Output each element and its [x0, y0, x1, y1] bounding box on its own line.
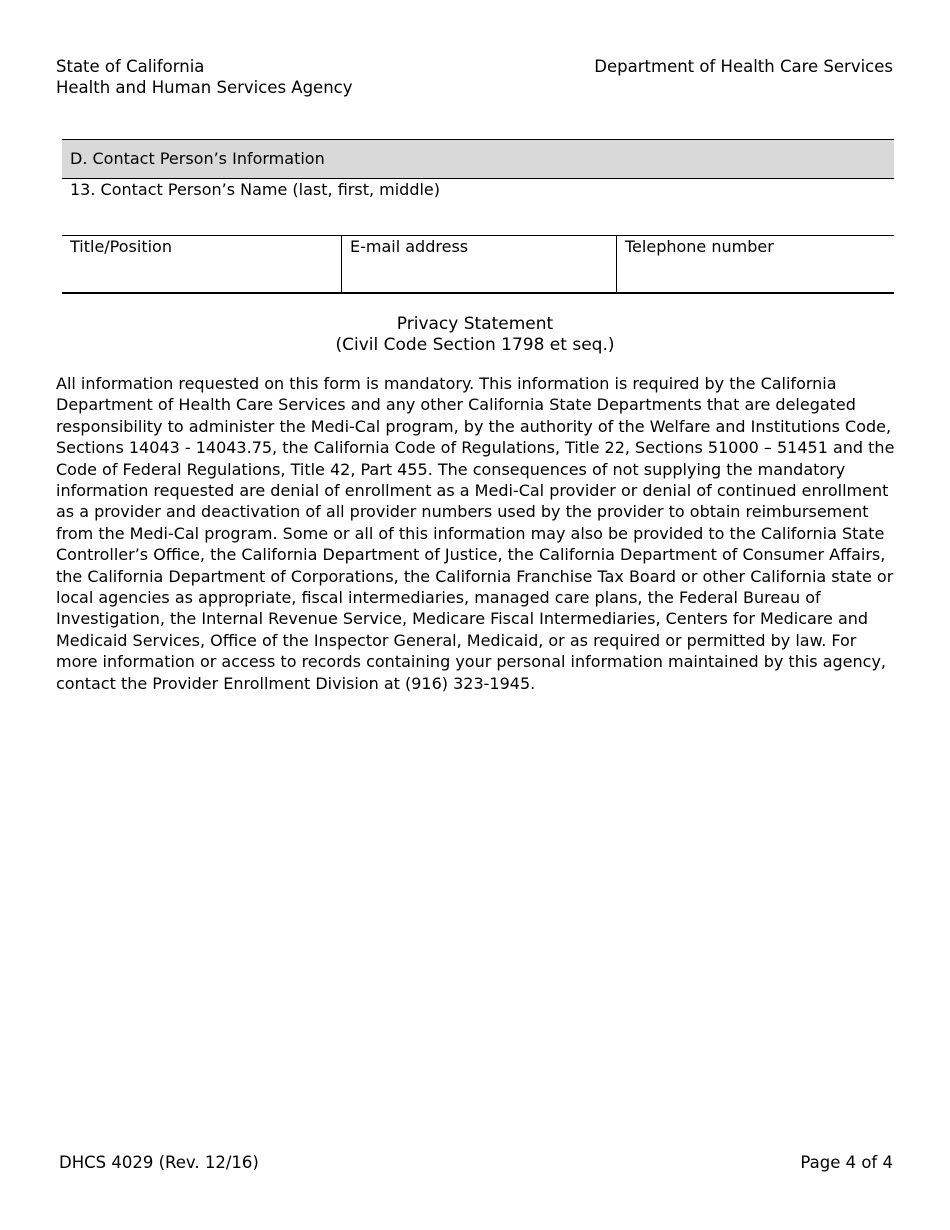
form-id: DHCS 4029 (Rev. 12/16) — [59, 1153, 259, 1172]
privacy-subtitle: (Civil Code Section 1798 et seq.) — [335, 335, 615, 355]
contact-person-section — [62, 139, 894, 294]
header-agency-name: Health and Human Services Agency — [56, 78, 353, 97]
page-number: Page 4 of 4 — [800, 1153, 893, 1172]
privacy-heading — [0, 314, 950, 356]
contact-name-field[interactable] — [62, 179, 894, 236]
header-agency — [56, 56, 353, 98]
contact-name-label: 13. Contact Person’s Name (last, first, middle) — [70, 180, 441, 199]
title-position-label: Title/Position — [70, 237, 172, 256]
contact-details-row — [62, 236, 894, 294]
privacy-statement-body: All information requested on this form is mandatory. This information is required by the California Department of Health Care Services and any other California State Departments that are delegated responsibility to administer the Medi-Cal program, by the authority of the Welfare and Institutions Code, Sections 14043 - 14043.75, the California Code of Regulations, Title 22, Sections 51000 – 51451 and the Code of Federal Regulations, Title 42, Part 455. The consequences of not supplying the mandatory information requested are denial of enrollment as a Medi-Cal provider or denial of continued enrollment as a provider and deactivation of all provider numbers used by the provider to obtain reimbursement from the Medi-Cal program. Some or all of this information may also be provided to the California State Controller’s Office, the California Department of Justice, the California Department of Consumer Affairs, the California Department of Corporations, the California Franchise Tax Board or other California state or local agencies as appropriate, fiscal intermediaries, managed care plans, the Federal Bureau of Investigation, the Internal Revenue Service, Medicare Fiscal Intermediaries, Centers for Medicare and Medicaid Services, Office of the Inspector General, Medicaid, or as required or permitted by law. For more information or access to records containing your personal information maintained by this agency, contact the Provider Enrollment Division at (916) 323-1945. — [56, 374, 895, 693]
header-department: Department of Health Care Services — [594, 57, 893, 76]
email-label: E-mail address — [350, 237, 469, 256]
telephone-label: Telephone number — [625, 237, 774, 256]
header-state: State of California — [56, 57, 205, 76]
section-title: D. Contact Person’s Information — [62, 139, 894, 179]
privacy-title: Privacy Statement — [396, 314, 554, 334]
title-position-field[interactable] — [62, 236, 342, 292]
telephone-field[interactable] — [617, 236, 894, 292]
email-field[interactable] — [342, 236, 617, 292]
